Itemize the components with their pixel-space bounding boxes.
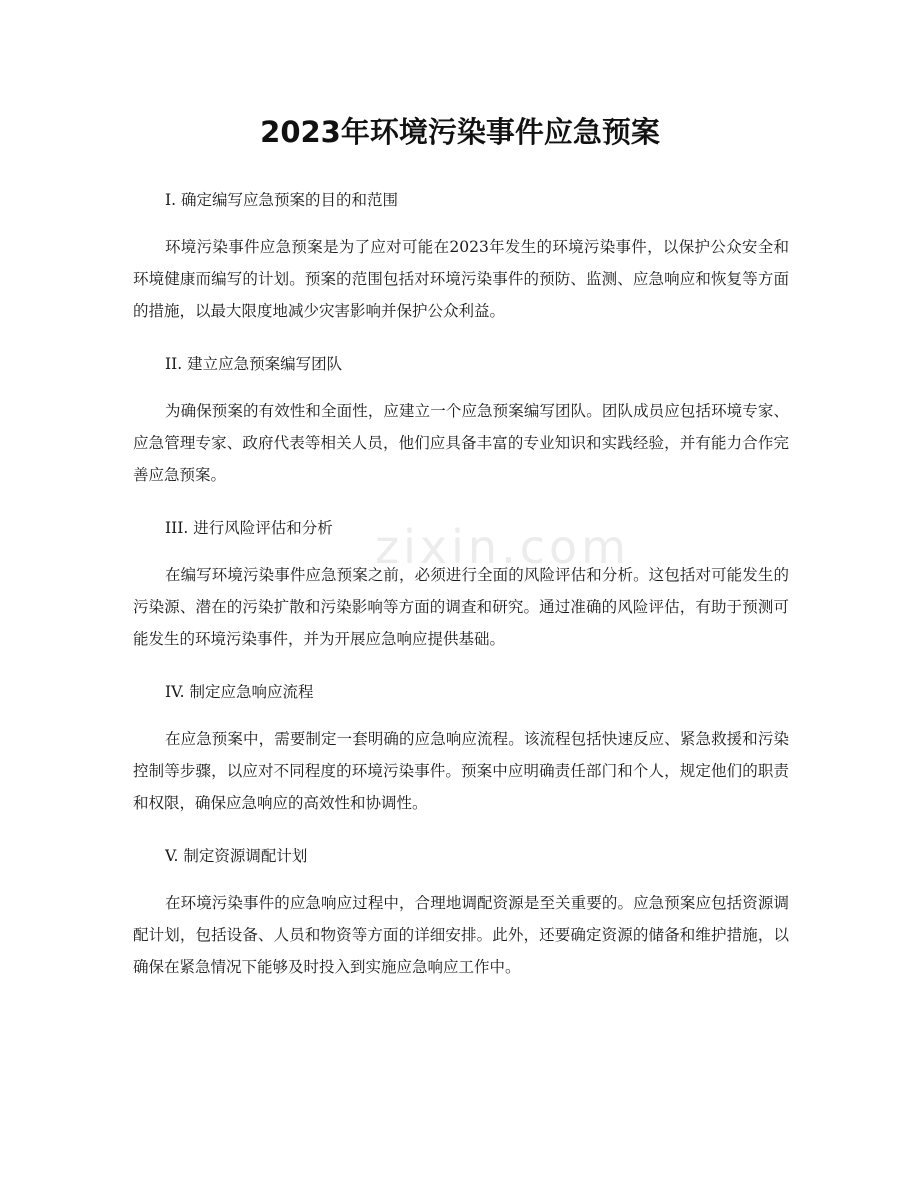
section-3 bbox=[133, 512, 789, 655]
section-paragraph: 环境污染事件应急预案是为了应对可能在2023年发生的环境污染事件，以保护公众安全和环境健康而编写的计划。预案的范围包括对环境污染事件的预防、监测、应急响应和恢复等方面的措施，以最大限度地减少灾害影响并保护公众利益。 bbox=[133, 238, 789, 320]
section-4 bbox=[133, 676, 789, 819]
section-paragraph: 在应急预案中，需要制定一套明确的应急响应流程。该流程包括快速反应、紧急救援和污染控制等步骤，以应对不同程度的环境污染事件。预案中应明确责任部门和个人，规定他们的职责和权限，确保应急响应的高效性和协调性。 bbox=[133, 730, 789, 812]
section-heading: V. 制定资源调配计划 bbox=[165, 847, 308, 865]
document-body bbox=[133, 184, 789, 1004]
watermark: zixin.com bbox=[375, 520, 630, 574]
section-heading: I. 确定编写应急预案的目的和范围 bbox=[165, 191, 398, 209]
section-paragraph: 在编写环境污染事件应急预案之前，必须进行全面的风险评估和分析。这包括对可能发生的污染源、潜在的污染扩散和污染影响等方面的调查和研究。通过准确的风险评估，有助于预测可能发生的环境污染事件，并为开展应急响应提供基础。 bbox=[133, 566, 789, 648]
section-heading: IV. 制定应急响应流程 bbox=[165, 683, 314, 701]
section-5 bbox=[133, 840, 789, 983]
document-title: 2023年环境污染事件应急预案 bbox=[260, 115, 660, 149]
section-paragraph: 在环境污染事件的应急响应过程中，合理地调配资源是至关重要的。应急预案应包括资源调配计划，包括设备、人员和物资等方面的详细安排。此外，还要确定资源的储备和维护措施，以确保在紧急情况下能够及时投入到实施应急响应工作中。 bbox=[133, 894, 789, 976]
section-heading: III. 进行风险评估和分析 bbox=[165, 519, 333, 537]
section-heading: II. 建立应急预案编写团队 bbox=[165, 355, 343, 373]
section-paragraph: 为确保预案的有效性和全面性，应建立一个应急预案编写团队。团队成员应包括环境专家、应急管理专家、政府代表等相关人员，他们应具备丰富的专业知识和实践经验，并有能力合作完善应急预案。 bbox=[133, 402, 789, 484]
section-1 bbox=[133, 184, 789, 327]
section-2 bbox=[133, 348, 789, 491]
